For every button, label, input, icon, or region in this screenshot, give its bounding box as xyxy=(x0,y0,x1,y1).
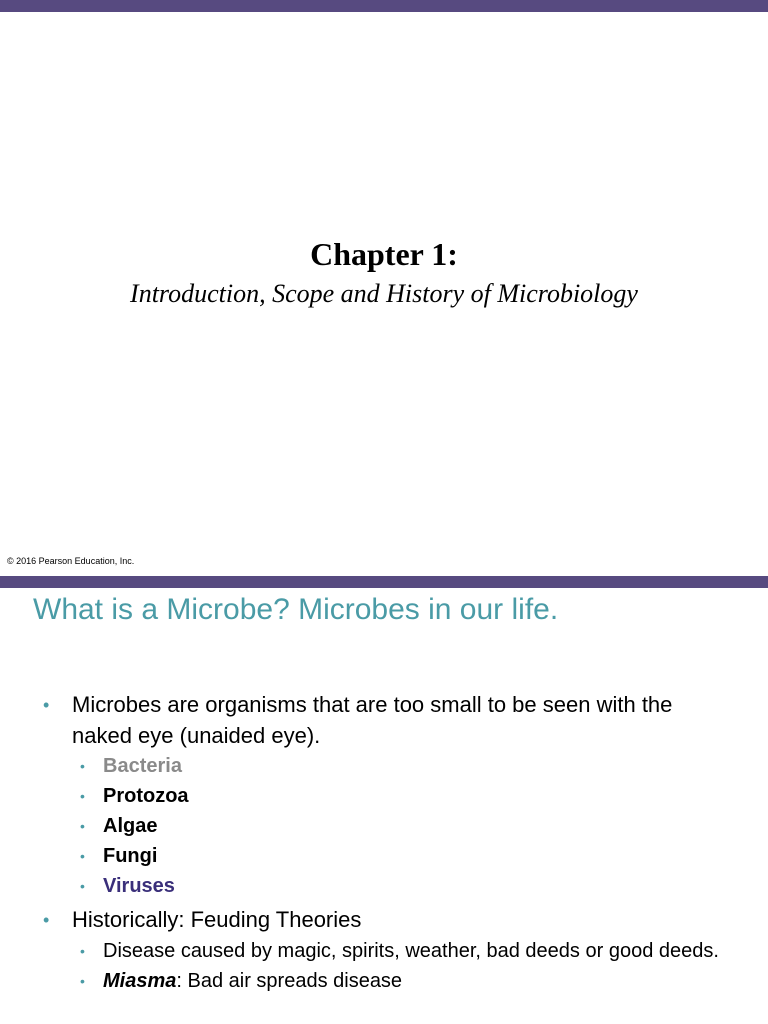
sub-bullet-dot-icon: • xyxy=(80,758,85,774)
microbe-type-bacteria: Bacteria xyxy=(103,755,182,777)
sub-bullet-item xyxy=(0,938,768,964)
sub-bullet-dot-icon: • xyxy=(80,973,85,989)
bullet-item xyxy=(0,904,768,935)
sub-bullet-item xyxy=(0,754,768,779)
sub-bullet-dot-icon: • xyxy=(80,818,85,834)
slide-top-bar xyxy=(0,0,768,12)
slide-title: What is a Microbe? Microbes in our life. xyxy=(33,593,559,626)
miasma-term: Miasma xyxy=(103,970,177,992)
sub-bullet-text: Disease caused by magic, spirits, weather, bad deeds or good deeds. xyxy=(103,940,719,962)
sub-bullet-dot-icon: • xyxy=(80,788,85,804)
microbe-type-viruses: Viruses xyxy=(103,875,175,897)
chapter-title: Chapter 1: xyxy=(310,236,458,272)
copyright-notice: © 2016 Pearson Education, Inc. xyxy=(7,556,135,566)
sub-bullet-item xyxy=(0,874,768,899)
sub-bullet-item xyxy=(0,784,768,809)
bullet-text: Microbes are organisms that are too small to be seen with the naked eye (unaided eye). xyxy=(72,692,673,748)
miasma-definition: : Bad air spreads disease xyxy=(176,970,403,992)
bullet-text: Historically: Feuding Theories xyxy=(72,907,362,932)
bullet-item xyxy=(0,689,768,751)
microbe-type-algae: Algae xyxy=(103,815,158,837)
sub-bullet-item xyxy=(0,969,768,994)
bullet-list xyxy=(0,689,768,999)
sub-bullet-dot-icon: • xyxy=(80,878,85,894)
slide-top-bar xyxy=(0,576,768,588)
bullet-dot-icon: • xyxy=(43,910,50,930)
microbe-type-protozoa: Protozoa xyxy=(103,785,189,807)
sub-bullet-dot-icon: • xyxy=(80,943,85,959)
sub-bullet-item xyxy=(0,814,768,839)
chapter-subtitle: Introduction, Scope and History of Microbiology xyxy=(130,279,638,308)
microbe-type-fungi: Fungi xyxy=(103,845,158,867)
sub-bullet-item xyxy=(0,844,768,869)
content-slide xyxy=(0,576,768,1024)
sub-bullet-dot-icon: • xyxy=(80,848,85,864)
bullet-dot-icon: • xyxy=(43,695,50,715)
